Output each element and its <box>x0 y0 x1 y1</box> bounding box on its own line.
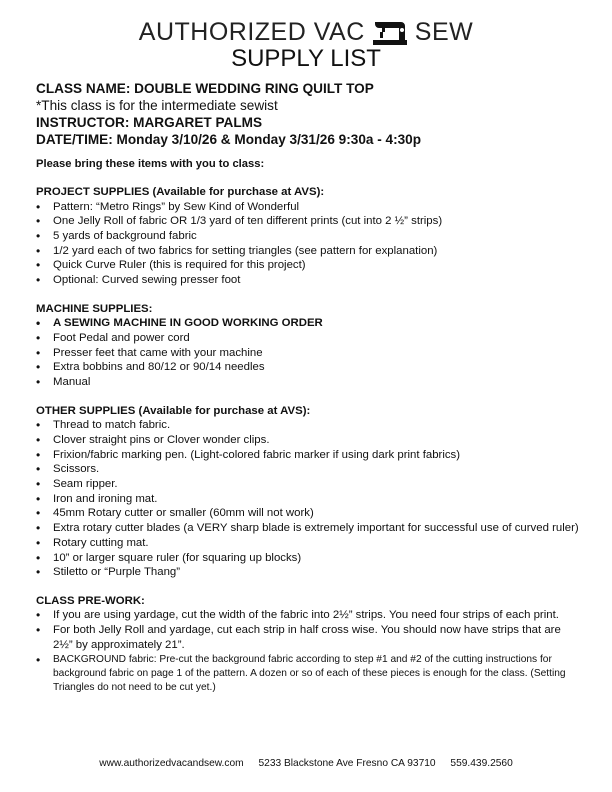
list-item: • 1/2 yard each of two fabrics for setting triangles (see pattern for explanation) <box>36 244 581 259</box>
list-item: • If you are using yardage, cut the width of the fabric into 2½” strips. You need four strips of each print. <box>36 608 581 623</box>
machine-supplies-section <box>36 302 581 390</box>
list-item: • Clover straight pins or Clover wonder clips. <box>36 433 581 448</box>
list-item: • One Jelly Roll of fabric OR 1/3 yard of ten different prints (cut into 2 ½” strips) <box>36 214 581 229</box>
list-item: • 10” or larger square ruler (for squaring up blocks) <box>36 551 581 566</box>
class-name: CLASS NAME: DOUBLE WEDDING RING QUILT TOP <box>36 81 374 96</box>
brand-name-right: SEW <box>414 18 474 46</box>
list-item: • Extra rotary cutter blades (a VERY sharp blade is extremely important for successful use of curved ruler) <box>36 521 581 536</box>
list-item: • Scissors. <box>36 462 581 477</box>
level-note: *This class is for the intermediate sewist <box>36 98 278 113</box>
list-item: • BACKGROUND fabric: Pre-cut the background fabric according to step #1 and #2 of the cutting instructions for background fabric on page 1 of the pattern. A dozen or so of each of these pieces is enough for the class. (Setting Triangles do not need to be cut yet.) <box>36 653 581 696</box>
section-title: CLASS PRE-WORK: <box>36 594 145 607</box>
footer-website[interactable]: www.authorizedvacandsew.com <box>99 758 244 769</box>
brand-name-left: AUTHORIZED VAC <box>138 18 365 46</box>
list-item: • Rotary cutting mat. <box>36 536 581 551</box>
other-supplies-section <box>36 404 581 580</box>
list-item: • Pattern: “Metro Rings” by Sew Kind of Wonderful <box>36 200 581 215</box>
list-item: • Optional: Curved sewing presser foot <box>36 273 581 288</box>
other-supplies-list <box>36 418 581 580</box>
section-title: PROJECT SUPPLIES (Available for purchase at AVS): <box>36 186 325 198</box>
machine-supplies-list <box>36 316 581 390</box>
project-supplies-list <box>36 200 581 288</box>
list-item: • Frixion/fabric marking pen. (Light-colored fabric marker if using dark print fabrics) <box>36 448 581 463</box>
brand-logo <box>0 18 612 46</box>
list-item: • Foot Pedal and power cord <box>36 331 581 346</box>
list-item: • 45mm Rotary cutter or smaller (60mm will not work) <box>36 506 581 521</box>
sewing-machine-icon <box>371 18 409 46</box>
section-title: OTHER SUPPLIES (Available for purchase at AVS): <box>36 404 311 417</box>
page-header <box>0 18 612 72</box>
page-footer <box>0 758 612 769</box>
page-subtitle: SUPPLY LIST <box>231 45 381 72</box>
intro-text: Please bring these items with you to class: <box>36 158 265 170</box>
project-supplies-section <box>36 185 581 288</box>
list-item: • For both Jelly Roll and yardage, cut each strip in half cross wise. You should now have strips that are 2½” by approximately 21”. <box>36 623 581 652</box>
list-item: • Stiletto or “Purple Thang” <box>36 565 581 580</box>
list-item: • Iron and ironing mat. <box>36 492 581 507</box>
list-item: • Seam ripper. <box>36 477 581 492</box>
class-info <box>36 80 581 148</box>
list-item: • Thread to match fabric. <box>36 418 581 433</box>
prework-list <box>36 608 581 695</box>
list-item: • Manual <box>36 375 581 390</box>
footer-address: 5233 Blackstone Ave Fresno CA 93710 <box>258 758 436 769</box>
list-item: • Presser feet that came with your machine <box>36 346 581 361</box>
list-item: • A SEWING MACHINE IN GOOD WORKING ORDER <box>36 316 581 331</box>
list-item: • Extra bobbins and 80/12 or 90/14 needles <box>36 360 581 375</box>
document-body <box>36 80 581 695</box>
footer-phone: 559.439.2560 <box>450 758 513 769</box>
instructor: INSTRUCTOR: MARGARET PALMS <box>36 115 263 130</box>
section-title: MACHINE SUPPLIES: <box>36 302 153 315</box>
list-item: • 5 yards of background fabric <box>36 229 581 244</box>
prework-section <box>36 594 581 695</box>
date-time: DATE/TIME: Monday 3/10/26 & Monday 3/31/26 9:30a - 4:30p <box>36 132 422 147</box>
list-item: • Quick Curve Ruler (this is required for this project) <box>36 258 581 273</box>
